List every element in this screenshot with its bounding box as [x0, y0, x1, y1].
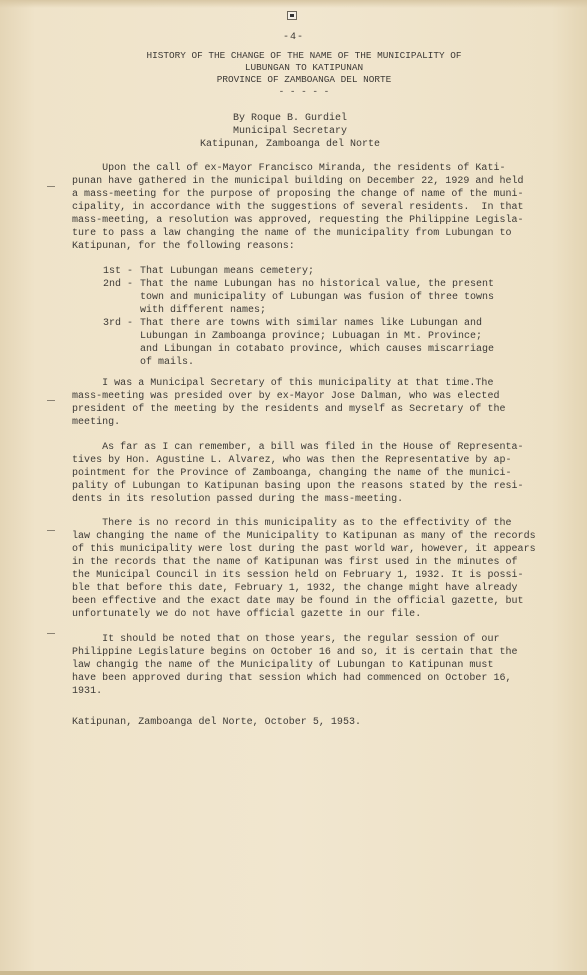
intro-line: ture to pass a law changing the name of the municipality from Lubungan to — [72, 228, 512, 239]
para2-line: mass-meeting was presided over by ex-Mayor Jose Dalman, who was elected — [72, 391, 500, 402]
para3-line: pointment for the Province of Zamboanga, changing the name of the munici- — [72, 468, 512, 479]
page-bottom-edge — [0, 971, 587, 975]
para4-line: unfortunately we do not have official gazette in our file. — [72, 609, 422, 620]
title-line-2: LUBUNGAN TO KATIPUNAN — [244, 62, 364, 73]
reason-text: town and municipality of Lubungan was fusion of three towns — [140, 292, 495, 303]
intro-line: a mass-meeting for the purpose of proposing the change of name of the muni- — [72, 189, 524, 200]
para2-line: meeting. — [72, 417, 121, 428]
page-top-edge — [0, 0, 587, 8]
author-location: Katipunan, Zamboanga del Norte — [199, 139, 381, 150]
para4-line: law changing the name of the Municipality to Katipunan as many of the records — [72, 531, 536, 542]
author-name: By Roque B. Gurdiel — [232, 113, 348, 124]
para2-line: I was a Municipal Secretary of this municipality at that time.The — [72, 378, 494, 389]
para5-line: have been approved during that session which had commenced on October 16, — [72, 673, 512, 684]
para3-line: As far as I can remember, a bill was filed in the House of Representa- — [72, 442, 524, 453]
para4-line: in the records that the name of Katipunan was first used in the minutes of — [72, 557, 518, 568]
para5-line: It should be noted that on those years, the regular session of our — [72, 634, 500, 645]
title-line-1: HISTORY OF THE CHANGE OF THE NAME OF THE MUNICIPALITY OF — [146, 50, 462, 61]
intro-line: mass-meeting, a resolution was approved, requesting the Philippine Legisla- — [72, 215, 524, 226]
title-divider: - - - - - — [278, 86, 330, 97]
margin-mark — [47, 400, 55, 401]
reason-text: That Lubungan means cemetery; — [140, 266, 315, 277]
title-line-3: PROVINCE OF ZAMBOANGA DEL NORTE — [216, 74, 392, 85]
reason-text: with different names; — [140, 305, 267, 316]
author-title: Municipal Secretary — [232, 126, 348, 137]
reason-number: 1st - — [103, 266, 134, 277]
binder-hole-icon — [287, 11, 297, 20]
para2-line: president of the meeting by the residents and myself as Secretary of the — [72, 404, 506, 415]
para4-line: ble that before this date, February 1, 1932, the change might have already — [72, 583, 518, 594]
intro-line: punan have gathered in the municipal building on December 22, 1929 and held — [72, 176, 524, 187]
para3-line: tives by Hon. Agustine L. Alvarez, who was then the Representative by ap- — [72, 455, 512, 466]
reason-number: 2nd - — [103, 279, 134, 290]
reason-number: 3rd - — [103, 318, 134, 329]
reason-text: Lubungan in Zamboanga province; Lubuagan in Mt. Province; — [140, 331, 483, 342]
para4-line: the Municipal Council in its session held on February 1, 1932. It is possi- — [72, 570, 524, 581]
intro-line: Upon the call of ex-Mayor Francisco Miranda, the residents of Kati- — [72, 163, 506, 174]
para5-line: 1931. — [72, 686, 103, 697]
intro-line: cipality, in accordance with the suggestions of several residents. In that — [72, 202, 524, 213]
reason-text: of mails. — [140, 357, 195, 368]
para5-line: Philippine Legislature begins on October 16 and so, it is certain that the — [72, 647, 518, 658]
para4-line: There is no record in this municipality as to the effectivity of the — [72, 518, 512, 529]
page-number: -4- — [282, 32, 304, 43]
para4-line: been effective and the exact date may be found in the official gazette, but — [72, 596, 524, 607]
reason-text: That the name Lubungan has no historical value, the present — [140, 279, 495, 290]
reason-text: and Libungan in cotabato province, which causes miscarriage — [140, 344, 495, 355]
para4-line: of this municipality were lost during the past world war, however, it appears — [72, 544, 536, 555]
margin-mark — [47, 530, 55, 531]
margin-mark — [47, 186, 55, 187]
para3-line: pality of Lubungan to Katipunan basing upon the reasons stated by the resi- — [72, 481, 524, 492]
margin-mark — [47, 633, 55, 634]
reason-text: That there are towns with similar names like Lubungan and — [140, 318, 483, 329]
closing-line: Katipunan, Zamboanga del Norte, October 5, 1953. — [72, 717, 362, 728]
para5-line: law changig the name of the Municipality of Lubungan to Katipunan must — [72, 660, 494, 671]
intro-line: Katipunan, for the following reasons: — [72, 241, 295, 252]
para3-line: dents in its resolution passed during the mass-meeting. — [72, 494, 404, 505]
